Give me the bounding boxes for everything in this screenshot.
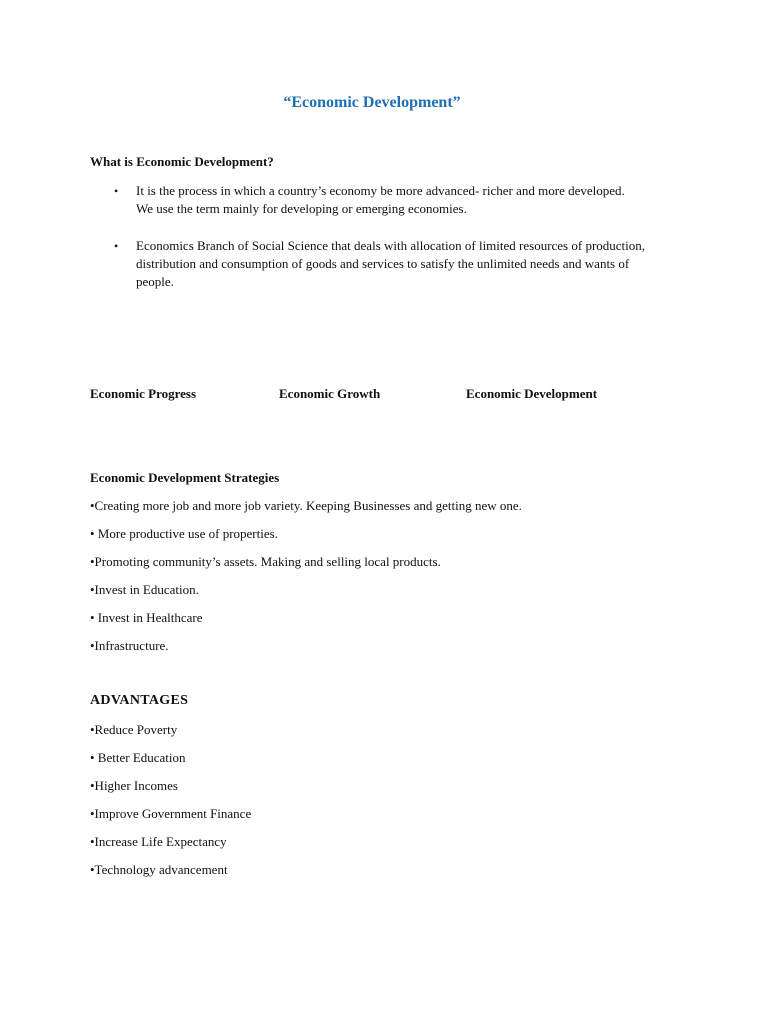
strategy-item: •Infrastructure. [90, 638, 169, 653]
term-economic-growth: Economic Growth [279, 386, 381, 401]
bullet-line: We use the term mainly for developing or emerging economies. [136, 201, 467, 216]
definition-bullet-2 [114, 237, 694, 291]
strategy-item: •Creating more job and more job variety. Keeping Businesses and getting new one. [90, 498, 522, 513]
advantage-item: •Increase Life Expectancy [90, 834, 227, 849]
advantage-item: •Higher Incomes [90, 778, 178, 793]
term-economic-development: Economic Development [466, 386, 598, 401]
advantage-item: •Reduce Poverty [90, 722, 178, 737]
term-economic-progress: Economic Progress [90, 386, 197, 401]
bullet-marker: • [114, 239, 119, 253]
strategy-item: • More productive use of properties. [90, 526, 278, 541]
bullet-line: It is the process in which a country’s economy be more advanced- richer and more developed. [136, 183, 625, 198]
strategy-item: • Invest in Healthcare [90, 610, 203, 625]
advantage-item: •Improve Government Finance [90, 806, 252, 821]
bullet-line: distribution and consumption of goods and services to satisfy the unlimited needs and wants of [136, 256, 630, 271]
advantage-item: •Technology advancement [90, 862, 228, 877]
advantage-item: • Better Education [90, 750, 186, 765]
document-title: “Economic Development” [283, 94, 461, 111]
definition-bullet-1 [114, 182, 694, 218]
strategy-item: •Promoting community’s assets. Making and selling local products. [90, 554, 441, 569]
what-is-heading: What is Economic Development? [90, 154, 274, 169]
bullet-marker: • [114, 184, 119, 198]
bullet-line: Economics Branch of Social Science that deals with allocation of limited resources of production, [136, 238, 646, 253]
strategies-heading: Economic Development Strategies [90, 470, 280, 485]
strategy-item: •Invest in Education. [90, 582, 199, 597]
bullet-line: people. [136, 274, 174, 289]
advantages-heading: ADVANTAGES [90, 693, 189, 708]
